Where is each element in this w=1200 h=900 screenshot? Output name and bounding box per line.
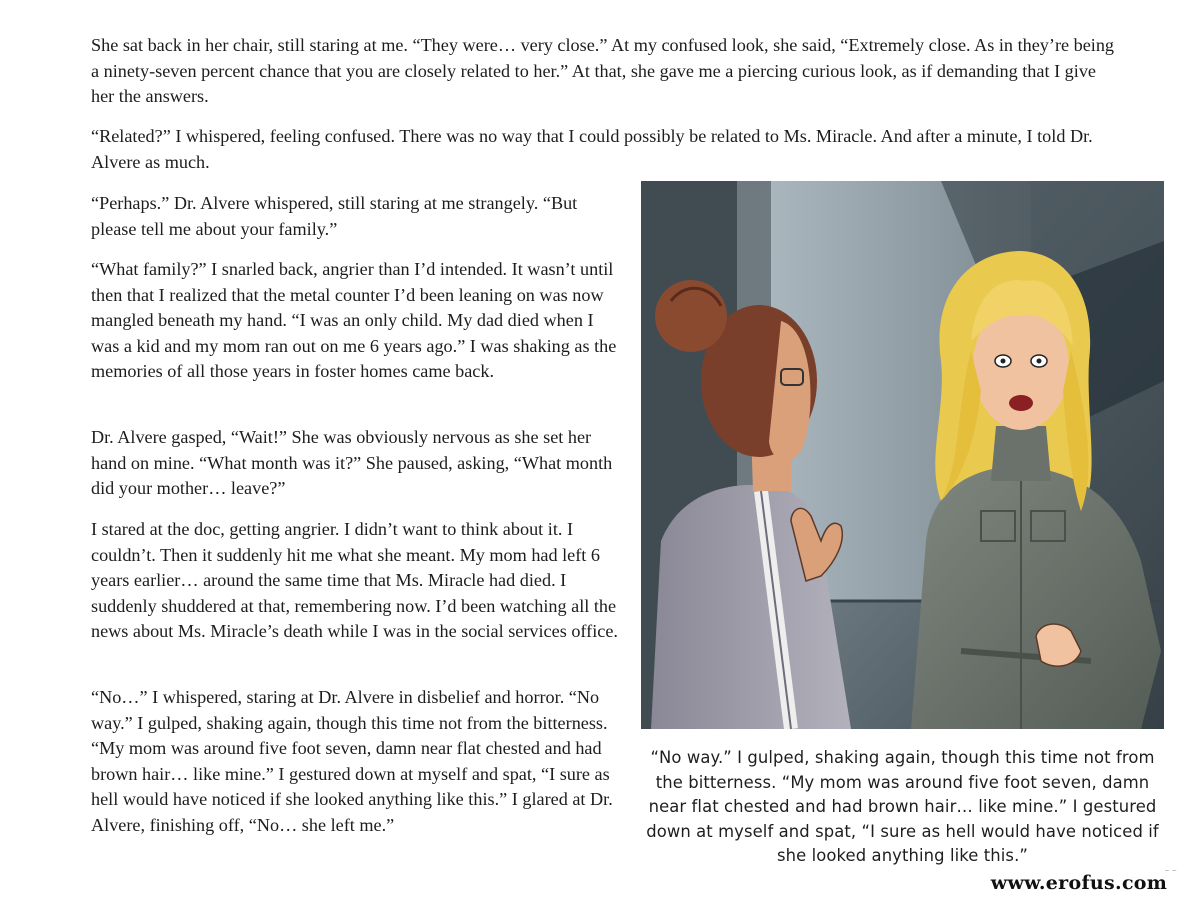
watermark: www.erofus.com [968,871,1190,895]
story-paragraph-6: I stared at the doc, getting angrier. I didn’t want to think about it. I couldn’t. Then it suddenly hit me what she meant. My mom had left 6 years earlier… around the same time that Ms. Miracle had died. I suddenly shuddered at that, remembering now. I’d been watching all the news about Ms. Miracle’s death while I was in the social services office. [91,519,618,642]
story-paragraph-2: “Related?” I whispered, feeling confused. There was no way that I could possibly be related to Ms. Miracle. And after a minute, I told Dr. Alvere as much. [91,126,1093,172]
story-paragraph-5: Dr. Alvere gasped, “Wait!” She was obviously nervous as she set her hand on mine. “What month was it?” She paused, asking, “What month did your mother… leave?” [91,427,613,499]
story-paragraph-3: “Perhaps.” Dr. Alvere whispered, still staring at me strangely. “But please tell me about your family.” [91,193,578,239]
story-paragraph-4: “What family?” I snarled back, angrier than I’d intended. It wasn’t until then that I realized that the metal counter I’d been leaning on was now mangled beneath my hand. “I was an only child. My dad died when I was a kid and my mom ran out on me 6 years ago.” I was shaking as the memories of all those years in foster homes came back. [91,259,617,382]
story-paragraph-1: She sat back in her chair, still staring at me. “They were… very close.” At my confused look, she said, “Extremely close. As in they’re being a ninety-seven percent chance that you are closely related to her.” At that, she gave me a piercing curious look, as if demanding that I give her the answers. [91,35,1115,107]
story-paragraph-7: “No…” I whispered, staring at Dr. Alvere in disbelief and horror. “No way.” I gulped, shaking again, though this time not from the bitterness. “My mom was around five foot seven, damn near flat chested and had brown hair… like mine.” I gestured down at myself and spat, “I sure as hell would have noticed if she looked anything like this.” I glared at Dr. Alvere, finishing off, “No… she left me.” [91,687,613,835]
comic-panel-illustration [641,181,1164,729]
panel-caption: “No way.” I gulped, shaking again, though this time not from the bitterness. “My mom was around five foot seven, damn near flat chested and had brown hair… like mine.” I gestured down at myself and spat, “I sure as hell would have noticed if she looked anything like this.” [646,748,1159,865]
